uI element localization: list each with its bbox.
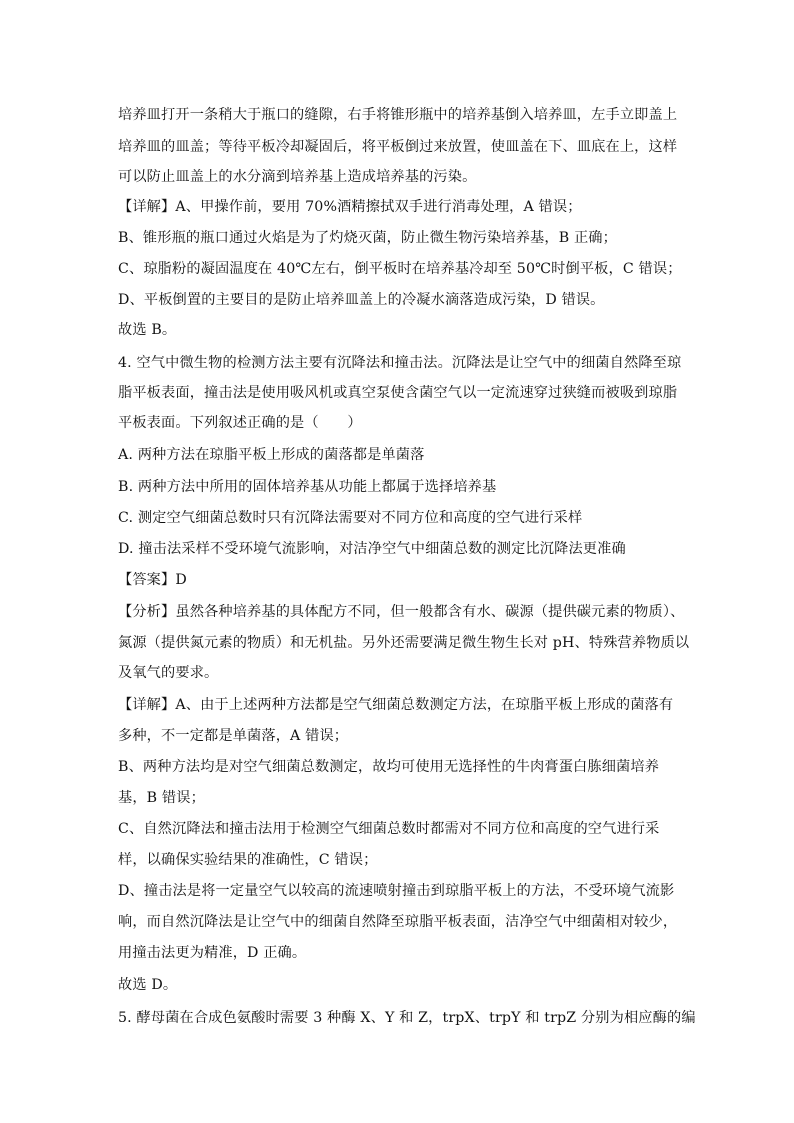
option-d: D. 撞击法采样不受环境气流影响，对洁净空气中细菌总数的测定比沉降法更准确	[118, 541, 626, 557]
analysis-line-3: 及氧气的要求。	[118, 665, 219, 681]
option-c: C. 测定空气细菌总数时只有沉降法需要对不同方位和高度的空气进行采样	[118, 510, 583, 526]
detail-line-4: 基，B 错误；	[118, 790, 205, 806]
detail-line-2: 多种，不一定都是单菌落，A 错误；	[118, 728, 349, 744]
detail-line-1: 【详解】A、由于上述两种方法都是空气细菌总数测定方法，在琼脂平板上形成的菌落有	[118, 697, 674, 713]
option-a: A. 两种方法在琼脂平板上形成的菌落都是单菌落	[118, 447, 425, 463]
question-4-line-1: 4. 空气中微生物的检测方法主要有沉降法和撞击法。沉降法是让空气中的细菌自然降至琼	[118, 355, 682, 371]
text-line-6: C、琼脂粉的凝固温度在 40℃左右，倒平板时在培养基冷却至 50℃时倒平板，C 错误；	[118, 261, 682, 277]
text-line-1: 培养皿打开一条稍大于瓶口的缝隙，右手将锥形瓶中的培养基倒入培养皿，左手立即盖上	[118, 107, 678, 123]
analysis-line-2: 氮源（提供氮元素的物质）和无机盐。另外还需要满足微生物生长对 pH、特殊营养物质以	[118, 635, 690, 651]
question-4-line-3: 平板表面。下列叙述正确的是（ ）	[118, 415, 362, 431]
text-line-2: 培养皿的皿盖；等待平板冷却凝固后，将平板倒过来放置，使皿盖在下、皿底在上，这样	[118, 139, 678, 155]
analysis-line-1: 【分析】虽然各种培养基的具体配方不同，但一般都含有水、碳源（提供碳元素的物质）、	[118, 604, 685, 620]
detail-line-7: D、撞击法是将一定量空气以较高的流速喷射撞击到琼脂平板上的方法，不受环境气流影	[118, 883, 675, 899]
detail-line-3: B、两种方法均是对空气细菌总数测定，故均可使用无选择性的牛肉膏蛋白胨细菌培养	[118, 759, 660, 775]
detail-line-6: 样，以确保实验结果的准确性，C 错误；	[118, 852, 378, 868]
detail-line-5: C、自然沉降法和撞击法用于检测空气细菌总数时都需对不同方位和高度的空气进行采	[118, 821, 660, 837]
text-line-4: 【详解】A、甲操作前，要用 70%酒精擦拭双手进行消毒处理，A 错误；	[118, 199, 582, 215]
text-line-7: D、平板倒置的主要目的是防止培养皿盖上的冷凝水滴落造成污染，D 错误。	[118, 292, 605, 308]
text-line-5: B、锥形瓶的瓶口通过火焰是为了灼烧灭菌，防止微生物污染培养基，B 正确；	[118, 230, 617, 246]
detail-line-8: 响，而自然沉降法是让空气中的细菌自然降至琼脂平板表面，洁净空气中细菌相对较少，	[118, 914, 678, 930]
answer: 【答案】D	[118, 572, 187, 588]
choice-d: 故选 D。	[118, 977, 178, 993]
detail-line-9: 用撞击法更为精准，D 正确。	[118, 945, 307, 961]
question-4-line-2: 脂平板表面，撞击法是使用吸风机或真空泵使含菌空气以一定流速穿过狭缝而被吸到琼脂	[118, 385, 678, 401]
text-line-3: 可以防止皿盖上的水分滴到培养基上造成培养基的污染。	[118, 169, 477, 185]
question-5-line-1: 5. 酵母菌在合成色氨酸时需要 3 种酶 X、Y 和 Z，trpX、trpY 和 trpZ 分别为相应酶的编	[118, 1010, 696, 1026]
text-line-8: 故选 B。	[118, 322, 177, 338]
option-b: B. 两种方法中所用的固体培养基从功能上都属于选择培养基	[118, 479, 497, 495]
